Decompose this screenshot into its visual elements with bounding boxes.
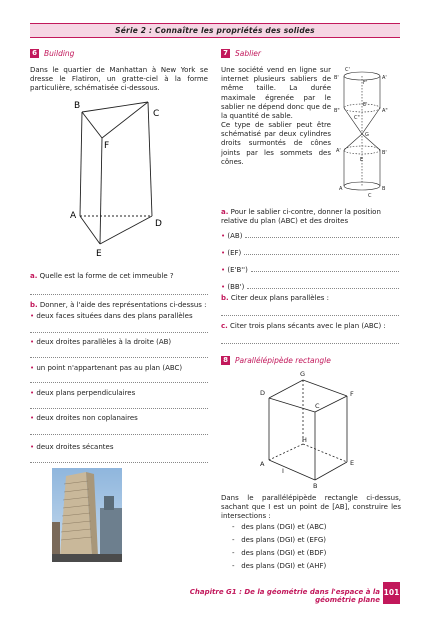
answer-line[interactable] bbox=[30, 332, 208, 333]
answer-line[interactable] bbox=[30, 462, 208, 463]
ex8-intro: Dans le parallélépipède rectangle ci-dessus, sachant que I est un point de [AB], construire les intersections : bbox=[221, 494, 401, 521]
ex8-number: 8 bbox=[221, 356, 230, 365]
ex7-title: Sablier bbox=[235, 49, 261, 58]
page-number: 101 bbox=[383, 582, 400, 604]
hourglass-label: B' bbox=[334, 75, 339, 81]
box-figure bbox=[255, 368, 365, 490]
ex7-qb-text: Citer deux plans parallèles : bbox=[230, 294, 330, 302]
ex7-question-c bbox=[221, 322, 403, 331]
ex6-question-b bbox=[30, 301, 212, 310]
ex7-qa-letter: a. bbox=[221, 208, 229, 216]
prism-label-f: F bbox=[104, 141, 110, 151]
series-title: Série 2 : Connaître les propriétés des solides bbox=[115, 26, 315, 35]
ex6-qa-text: Quelle est la forme de cet immeuble ? bbox=[39, 272, 174, 280]
hourglass-figure bbox=[332, 62, 398, 202]
ex7-qb-letter: b. bbox=[221, 294, 229, 302]
hourglass-label: B bbox=[382, 186, 386, 192]
ex6-item: • deux droites sécantes bbox=[30, 443, 114, 451]
answer-line[interactable] bbox=[221, 343, 399, 344]
box-label-d: D bbox=[260, 389, 266, 397]
box-label-a: A bbox=[260, 460, 265, 468]
prism-label-e: E bbox=[96, 249, 102, 259]
ex6-item: • deux droites non coplanaires bbox=[30, 414, 138, 422]
box-label-c: C bbox=[315, 402, 320, 410]
ex7-question-b bbox=[221, 294, 401, 303]
ex6-header bbox=[30, 49, 74, 58]
ex7-qc-text: Citer trois plans sécants avec le plan (ABC) : bbox=[230, 322, 386, 330]
ex8-item: - des plans (DGI) et (AHF) bbox=[232, 562, 327, 570]
flatiron-photo bbox=[52, 468, 122, 562]
ex8-header bbox=[221, 356, 331, 365]
box-label-h: H bbox=[302, 436, 307, 444]
prism-label-b: B bbox=[74, 101, 81, 111]
ex6-title: Building bbox=[44, 49, 75, 58]
prism-label-d: D bbox=[155, 219, 162, 229]
box-label-e: E bbox=[350, 459, 355, 467]
hourglass-label: F' bbox=[363, 80, 368, 86]
hourglass-label: B' bbox=[382, 150, 387, 156]
ex7-line-item[interactable]: • (BB') bbox=[221, 283, 399, 291]
ex7-paragraph-1: Une société vend en ligne sur internet plusieurs sabliers de même taille. La durée maximale égrenée par le sablier ne dépend donc que de la quantité de sable. bbox=[221, 66, 331, 121]
prism-figure bbox=[60, 96, 180, 266]
ex6-qa-letter: a. bbox=[30, 272, 38, 280]
box-label-f: F bbox=[350, 390, 354, 398]
hourglass-label: A bbox=[339, 186, 343, 192]
ex8-item: - des plans (DGI) et (EFG) bbox=[232, 536, 327, 544]
ex6-item: • un point n'appartenant pas au plan (ABC) bbox=[30, 364, 183, 372]
ex6-item: • deux plans perpendiculaires bbox=[30, 389, 136, 397]
ex7-header bbox=[221, 49, 261, 58]
box-label-i: I bbox=[282, 467, 284, 475]
ex6-qb-text: Donner, à l'aide des représentations ci-dessus : bbox=[39, 301, 207, 309]
series-header bbox=[30, 23, 400, 38]
answer-line[interactable] bbox=[30, 357, 208, 358]
hourglass-label: A" bbox=[382, 108, 388, 114]
ex7-number: 7 bbox=[221, 49, 230, 58]
ex7-line-item[interactable]: • (EF) bbox=[221, 249, 399, 257]
answer-line[interactable] bbox=[30, 382, 208, 383]
hourglass-label: G bbox=[365, 132, 369, 138]
prism-label-c: C bbox=[153, 109, 160, 119]
ex6-question-a bbox=[30, 272, 210, 281]
box-label-b: B bbox=[313, 482, 318, 490]
chapter-footer: Chapitre G1 : De la géométrie dans l'espace à la géométrie plane bbox=[189, 588, 380, 604]
ex7-qc-letter: c. bbox=[221, 322, 228, 330]
hourglass-label: A' bbox=[382, 75, 387, 81]
ex8-item: - des plans (DGI) et (ABC) bbox=[232, 523, 327, 531]
ex6-item: • deux droites parallèles à la droite (AB) bbox=[30, 338, 172, 346]
ex6-item: • deux faces situées dans des plans parallèles bbox=[30, 312, 193, 320]
ex7-question-a bbox=[221, 208, 401, 226]
prism-label-a: A bbox=[70, 211, 77, 221]
ex7-line-item[interactable]: • (E'B'') bbox=[221, 266, 399, 274]
ex7-paragraph-2: Ce type de sablier peut être schématisé par deux cylindres droits surmontés de cônes joints par les sommets des cônes. bbox=[221, 121, 331, 166]
hourglass-label: C' bbox=[345, 67, 350, 73]
ex6-qb-letter: b. bbox=[30, 301, 38, 309]
hourglass-label: E' bbox=[363, 102, 368, 108]
box-label-g: G bbox=[300, 370, 306, 378]
answer-line[interactable] bbox=[30, 294, 208, 295]
answer-line[interactable] bbox=[221, 315, 399, 316]
ex7-line-item[interactable]: • (AB) bbox=[221, 232, 399, 240]
answer-line[interactable] bbox=[30, 408, 208, 409]
ex6-number: 6 bbox=[30, 49, 39, 58]
hourglass-label: C" bbox=[354, 115, 360, 121]
ex8-item: - des plans (DGI) et (BDF) bbox=[232, 549, 327, 557]
ex8-title: Parallélépipède rectangle bbox=[235, 356, 331, 365]
hourglass-label: E bbox=[360, 157, 364, 163]
hourglass-label: C bbox=[368, 193, 372, 199]
answer-line[interactable] bbox=[30, 434, 208, 435]
ex7-qa-text: Pour le sablier ci-contre, donner la position relative du plan (ABC) et des droites bbox=[221, 208, 381, 226]
hourglass-label: A' bbox=[336, 148, 341, 154]
ex6-intro: Dans le quartier de Manhattan à New York se dresse le Flatiron, un gratte-ciel à la forme particulière, schématisée ci-dessous. bbox=[30, 66, 208, 93]
hourglass-label: B" bbox=[334, 108, 340, 114]
